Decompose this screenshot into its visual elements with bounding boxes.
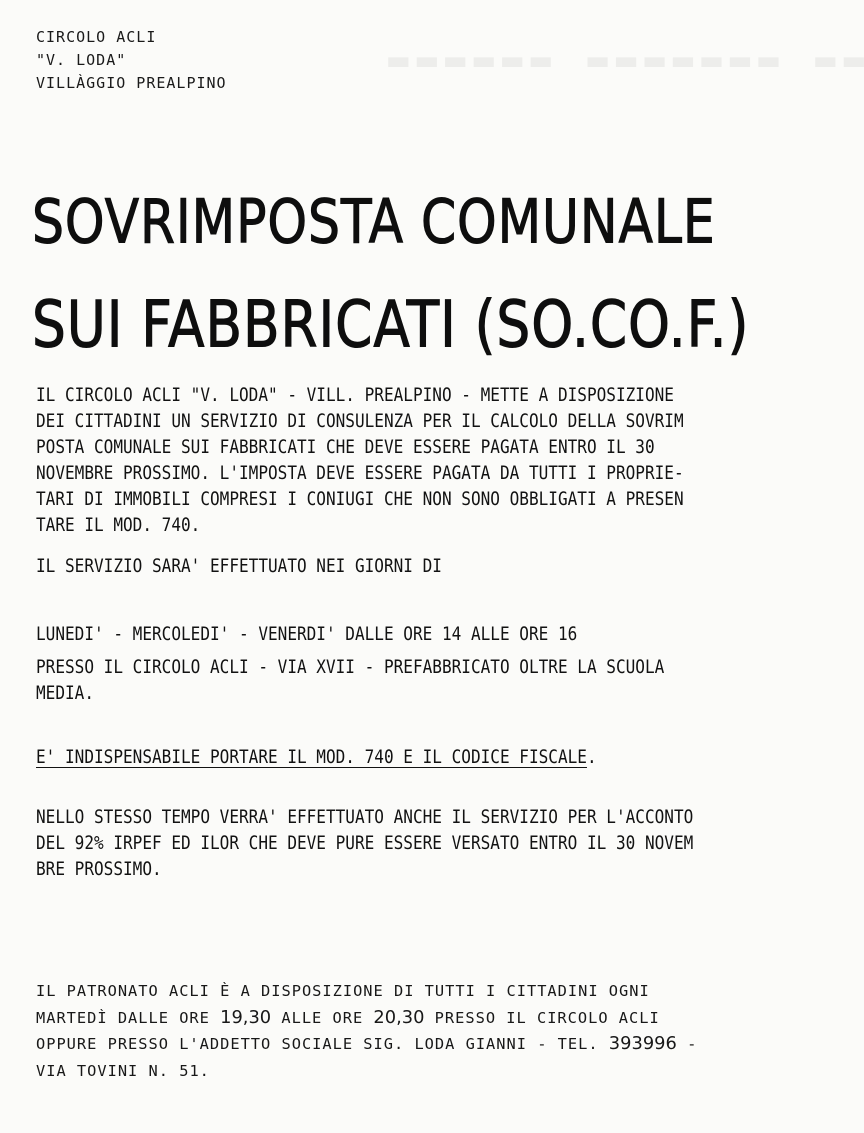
title-line-2: SUI FABBRICATI (SO.CO.F.) bbox=[32, 287, 750, 362]
patronato-line-4 bbox=[36, 1058, 769, 1085]
organization-header bbox=[36, 26, 227, 95]
contact-intro-text: OPPURE PRESSO L'ADDETTO SOCIALE SIG. bbox=[36, 1035, 415, 1053]
location-paragraph bbox=[36, 654, 776, 706]
requirement-period: . bbox=[586, 746, 597, 768]
intro-line: POSTA COMUNALE SUI FABBRICATI CHE DEVE ESSERE PAGATA ENTRO IL 30 bbox=[36, 436, 655, 458]
header-line-2: "V. LODA" bbox=[36, 51, 127, 69]
title-line-1: SOVRIMPOSTA COMUNALE bbox=[32, 186, 716, 258]
header-line-3: VILLÀGGIO PREALPINO bbox=[36, 74, 227, 92]
patronato-day-text: MARTEDÌ DALLE ORE bbox=[36, 1008, 221, 1027]
show-through-text: ▬▬ ▬▬▬▬▬▬▬ ▬▬▬▬▬▬ bbox=[380, 40, 864, 80]
contact-dash: - bbox=[676, 1035, 698, 1053]
patronato-place-text: PRESSO IL CIRCOLO ACLI bbox=[424, 1008, 660, 1027]
handwritten-time-start: 19,30 bbox=[220, 1006, 272, 1028]
address-number: 51. bbox=[179, 1061, 210, 1080]
address-street: TOVINI bbox=[76, 1061, 139, 1080]
patronato-line-1: IL PATRONATO ACLI È A DISPOSIZIONE DI TUTTI I CITTADINI OGNI bbox=[36, 982, 650, 1000]
location-line: PRESSO IL CIRCOLO ACLI - VIA XVII - PREFABBRICATO OLTRE LA SCUOLA bbox=[36, 656, 665, 678]
schedule bbox=[36, 621, 776, 647]
contact-phone: 393996 bbox=[608, 1033, 677, 1054]
address-prefix: VIA bbox=[36, 1061, 77, 1080]
contact-phone-label: - TEL. bbox=[526, 1035, 609, 1053]
intro-line: DEI CITTADINI UN SERVIZIO DI CONSULENZA PER IL CALCOLO DELLA SOVRIM bbox=[36, 410, 684, 432]
location-line: MEDIA. bbox=[36, 682, 95, 704]
schedule-text: LUNEDI' - MERCOLEDI' - VENERDI' DALLE ORE 14 ALLE ORE 16 bbox=[36, 623, 578, 645]
handwritten-time-end: 20,30 bbox=[373, 1006, 425, 1028]
patronato-line-3 bbox=[36, 1031, 769, 1058]
intro-line: TARI DI IMMOBILI COMPRESI I CONIUGI CHE NON SONO OBBLIGATI A PRESEN bbox=[36, 488, 684, 510]
requirement-text: E' INDISPENSABILE PORTARE IL MOD. 740 E IL CODICE FISCALE bbox=[36, 746, 587, 768]
address-number-label: N. bbox=[138, 1061, 180, 1080]
intro-paragraph bbox=[36, 382, 776, 538]
contact-name: LODA GIANNI bbox=[414, 1035, 527, 1053]
patronato-notice bbox=[36, 978, 776, 1084]
intro-line: IL CIRCOLO ACLI "V. LODA" - VILL. PREALPINO - METTE A DISPOSIZIONE bbox=[36, 384, 674, 406]
patronato-line-2 bbox=[36, 1005, 769, 1032]
intro-line: TARE IL MOD. 740. bbox=[36, 514, 201, 536]
irpef-paragraph bbox=[36, 804, 776, 882]
header-line-1: CIRCOLO ACLI bbox=[36, 28, 157, 46]
patronato-between-text: ALLE ORE bbox=[271, 1008, 374, 1027]
irpef-line: NELLO STESSO TEMPO VERRA' EFFETTUATO ANCHE IL SERVIZIO PER L'ACCONTO bbox=[36, 806, 694, 828]
service-days-text: IL SERVIZIO SARA' EFFETTUATO NEI GIORNI DI bbox=[36, 555, 442, 577]
requirement-notice bbox=[36, 744, 776, 770]
irpef-line: DEL 92% IRPEF ED ILOR CHE DEVE PURE ESSERE VERSATO ENTRO IL 30 NOVEM bbox=[36, 832, 694, 854]
service-days-intro bbox=[36, 553, 776, 579]
irpef-line: BRE PROSSIMO. bbox=[36, 858, 162, 880]
intro-line: NOVEMBRE PROSSIMO. L'IMPOSTA DEVE ESSERE PAGATA DA TUTTI I PROPRIE- bbox=[36, 462, 684, 484]
